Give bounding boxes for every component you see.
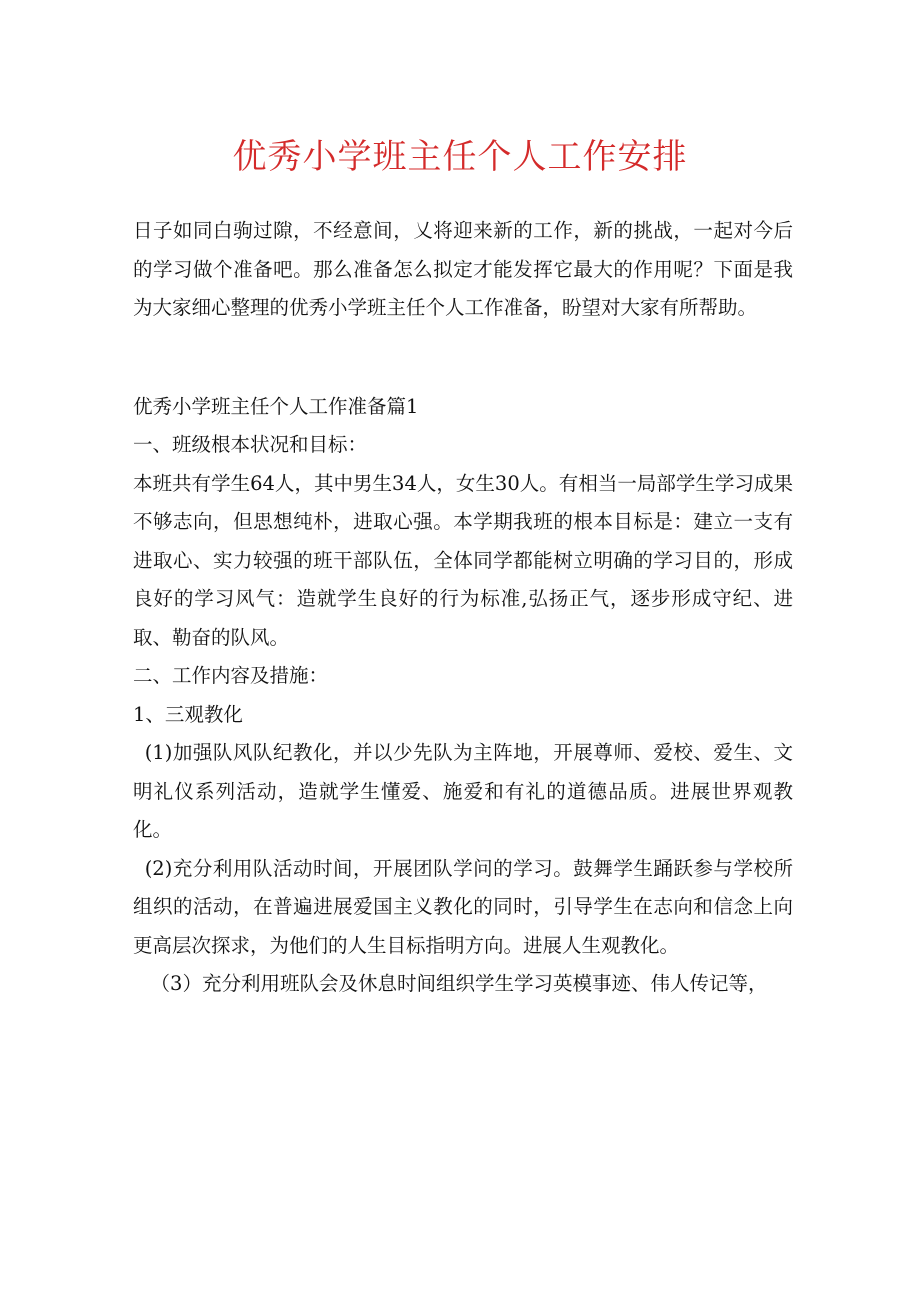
section-heading: 优秀小学班主任个人工作准备篇1 — [133, 394, 419, 418]
list-item: (2)充分利用队活动时间，开展团队学问的学习。鼓舞学生踊跃参与学校所组织的活动，在普遍进展爱国主义教化的同时，引导学生在志向和信念上向更高层次探求，为他们的人生目标指明方向。进展人生观教化。 — [133, 856, 793, 957]
list-item: （3）充分利用班队会及休息时间组织学生学习英模事迹、伟人传记等， — [150, 972, 768, 995]
intro-paragraph: 日子如同白驹过隙，不经意间，乂将迎来新的工作，新的挑战，一起对今后的学习做个准备吧。那么准备怎么拟定才能发挥它最大的作用呢？下面是我为大家细心整理的优秀小学班主任个人工作准备，盼望对大家有所帮助。 — [133, 219, 793, 319]
list-heading: 1、三观教化 — [133, 702, 243, 726]
list-item: (1)加强队风队纪教化，并以少先队为主阵地，开展尊师、爱校、爱生、文明礼仪系列活动，造就学生懂爱、施爱和有礼的道德品质。进展世界观教化。 — [133, 741, 793, 841]
subsection-heading: 一、班级根本状况和目标： — [133, 433, 368, 456]
body-paragraph: 本班共有学生64人，其中男生34人，女生30人。有相当一局部学生学习成果不够志向，但思想纯朴，进取心强。本学期我班的根本目标是：建立一支有进取心、实力较强的班干部队伍，全体同学都能树立明确的学习目的，形成良好的学习风气：造就学生良好的行为标准,弘扬正气，逐步形成守纪、进取、勒奋的队风。 — [133, 471, 793, 649]
document-body — [133, 212, 793, 1004]
document-title: 优秀小学班主任个人工作安排 — [232, 137, 688, 177]
subsection-heading: 二、工作内容及措施： — [133, 664, 329, 687]
